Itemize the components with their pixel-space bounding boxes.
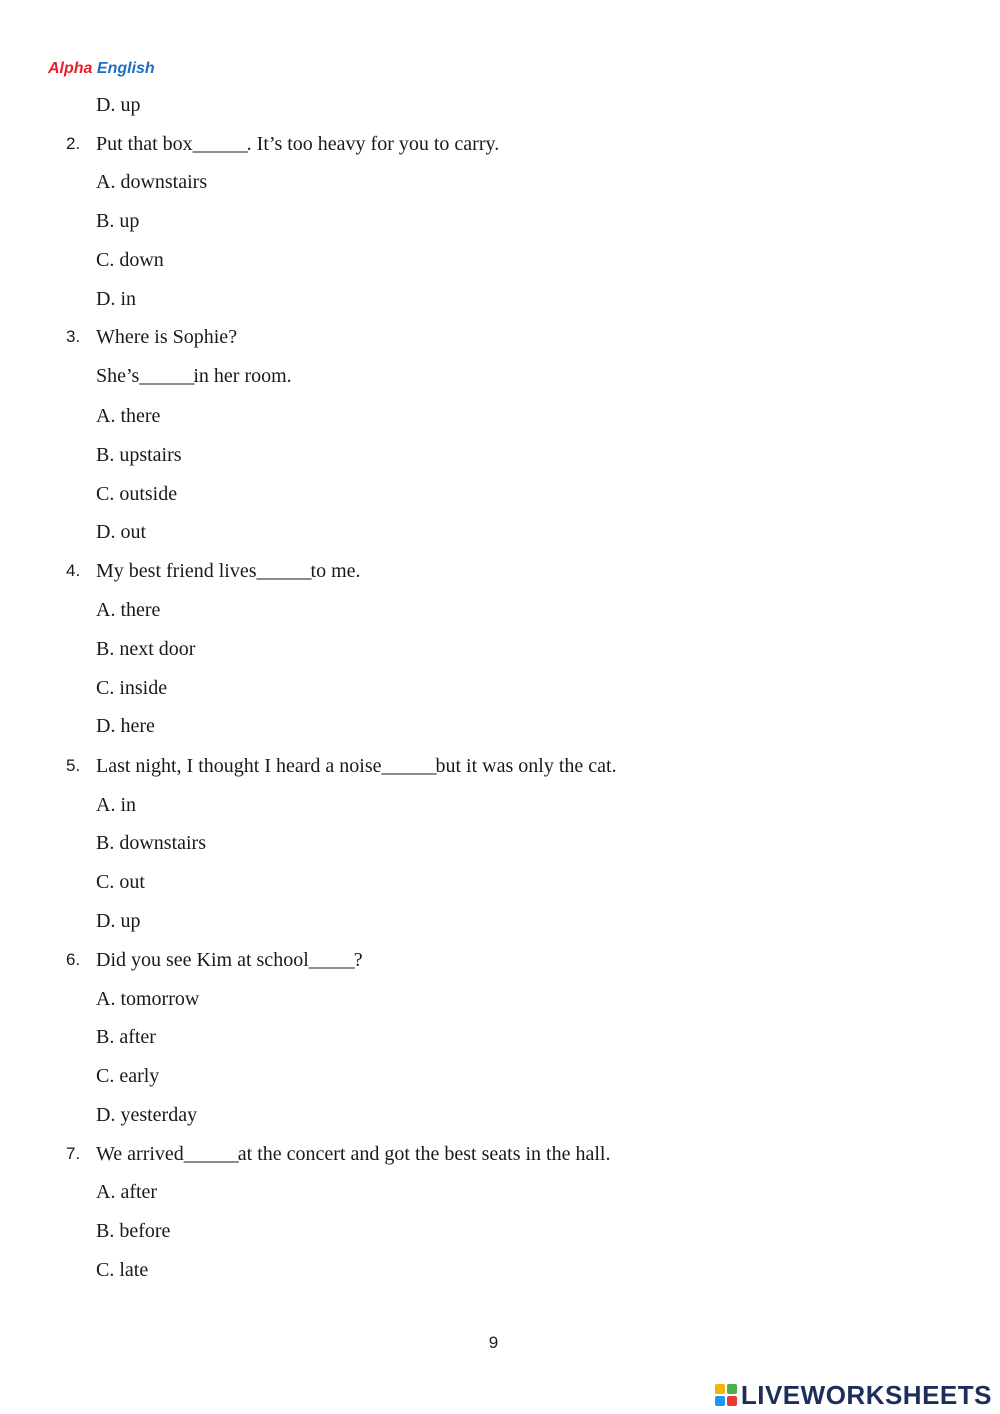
option-a[interactable]: A. after [96, 1181, 158, 1203]
option-a[interactable]: A. there [96, 599, 161, 621]
question-text-after: in her room. [193, 365, 292, 387]
option-b[interactable]: B. before [96, 1220, 171, 1242]
question-3-line2 [96, 364, 292, 388]
option-c[interactable]: C. late [96, 1259, 149, 1281]
option-d[interactable]: D. yesterday [96, 1104, 198, 1126]
option-c[interactable]: C. down [96, 249, 164, 271]
question-text-after: to me. [310, 560, 361, 582]
brand-english: English [96, 60, 155, 77]
question-number: 4. [66, 561, 81, 580]
question-3-text: Where is Sophie? [96, 326, 238, 348]
logo-grid-icon [715, 1384, 737, 1406]
option-b[interactable]: B. downstairs [96, 832, 206, 854]
option-a[interactable]: A. in [96, 794, 136, 816]
answer-blank[interactable]: ______ [381, 755, 436, 777]
option-a[interactable]: A. downstairs [96, 171, 208, 193]
question-number: 7. [66, 1144, 81, 1163]
liveworksheets-logo[interactable] [715, 1380, 992, 1410]
question-4-text [96, 559, 361, 583]
logo-square [715, 1396, 725, 1406]
question-7-text [96, 1142, 610, 1166]
answer-blank[interactable]: ______ [139, 365, 194, 387]
question-2-text [96, 132, 499, 156]
intro-option[interactable]: D. up [96, 94, 141, 116]
option-d[interactable]: D. out [96, 521, 146, 543]
brand-alpha: Alpha [48, 60, 93, 77]
question-number: 5. [66, 756, 81, 775]
question-number: 2. [66, 134, 81, 153]
option-c[interactable]: C. early [96, 1065, 160, 1087]
question-5-text [96, 754, 617, 778]
question-text: My best friend lives [96, 560, 257, 582]
question-number: 6. [66, 950, 81, 969]
question-text-after: ? [353, 949, 363, 971]
option-b[interactable]: B. upstairs [96, 444, 182, 466]
question-text-after: but it was only the cat. [435, 755, 617, 777]
question-6-text [96, 948, 363, 972]
question-text-after: at the concert and got the best seats in the hall. [237, 1143, 611, 1165]
option-c[interactable]: C. inside [96, 677, 168, 699]
brand-logo [48, 60, 155, 78]
option-a[interactable]: A. there [96, 405, 161, 427]
question-number: 3. [66, 327, 81, 346]
option-b[interactable]: B. next door [96, 638, 196, 660]
option-b[interactable]: B. after [96, 1026, 156, 1048]
question-text: She’s [96, 365, 140, 387]
option-b[interactable]: B. up [96, 210, 140, 232]
answer-blank[interactable]: ______ [183, 1143, 238, 1165]
answer-blank[interactable]: _____ [308, 949, 354, 971]
question-text: Did you see Kim at school [96, 949, 309, 971]
option-c[interactable]: C. out [96, 871, 145, 893]
question-text: Put that box [96, 133, 193, 155]
logo-square [727, 1396, 737, 1406]
option-d[interactable]: D. up [96, 910, 141, 932]
answer-blank[interactable]: ______ [192, 133, 247, 155]
logo-square [715, 1384, 725, 1394]
logo-square [727, 1384, 737, 1394]
answer-blank[interactable]: ______ [256, 560, 311, 582]
option-a[interactable]: A. tomorrow [96, 988, 200, 1010]
option-d[interactable]: D. here [96, 715, 155, 737]
question-text-after: . It’s too heavy for you to carry. [246, 133, 500, 155]
logo-text: LIVEWORKSHEETS [740, 1379, 992, 1410]
page-number: 9 [488, 1333, 499, 1352]
option-c[interactable]: C. outside [96, 483, 178, 505]
option-d[interactable]: D. in [96, 288, 136, 310]
question-text: We arrived [96, 1143, 184, 1165]
question-text: Last night, I thought I heard a noise [96, 755, 382, 777]
